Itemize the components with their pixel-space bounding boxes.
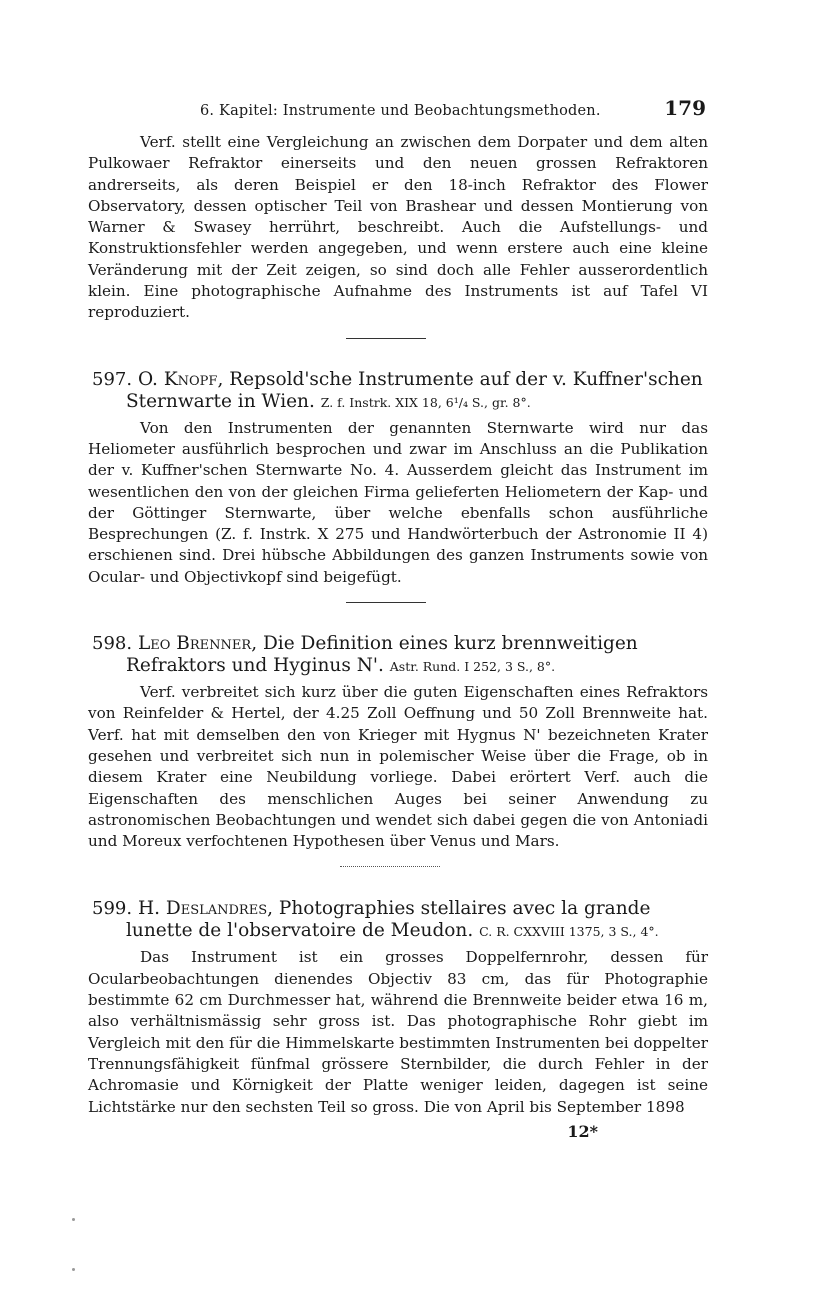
author-name: Knopf, (163, 368, 224, 390)
author-initial: O. (137, 368, 158, 390)
bibliography-entry (88, 369, 708, 588)
entry-heading (88, 898, 708, 943)
entry-title: Photographies stellaires avec la grande lunette de l'observatoire de Meudon. (126, 898, 651, 942)
page-number: 179 (664, 96, 706, 120)
entry-reference: Z. f. Instrk. XIX 18, 6¹/₄ S., gr. 8°. (320, 394, 531, 410)
running-header (200, 96, 708, 120)
entry-heading (88, 633, 708, 678)
author-name: Deslandres, (165, 898, 273, 920)
separator-rule (346, 338, 426, 339)
entry-body: Das Instrument ist ein grosses Doppelfernrohr, dessen für Ocularbeobachtungen dienendes Objectiv 83 cm, das für Photographie bestimmte 62 cm Durchmesser hat, während die Brennweite beider etwa 16 m, also verhältnismässig sehr gross ist. Das photographische Rohr giebt im Vergleich mit den für die Himmelskarte bestimmten Instrumenten bei doppelter Trennungsfähigkeit fünfmal grössere Sternbilder, die durch Fehler in der Achromasie und Körnigkeit der Platte weniger leiden, dagegen ist seine Lichtstärke nur den sechsten Teil so gross. Die von April bis September 1898 (88, 948, 708, 1116)
separator-rule (340, 866, 440, 868)
page (88, 96, 708, 1141)
entry-title: Die Definition eines kurz brennweitigen Refraktors und Hyginus N'. (126, 633, 638, 677)
author-initial: Leo (137, 633, 171, 655)
bibliography-entry (88, 898, 708, 1117)
author-name: Brenner, (176, 633, 258, 655)
author-initial: H. (137, 898, 160, 920)
entry-body: Von den Instrumenten der genannten Sternwarte wird nur das Heliometer ausführlich besprochen und zwar im Anschluss an die Publikation der v. Kuffner'schen Sternwarte No. 4. Ausserdem gleicht das Instrument im wesentlichen den von der gleichen Firma gelieferten Heliometern der Kap- und der Göttinger Sternwarte, über welche ebenfalls schon ausführliche Besprechungen (Z. f. Instrk. X 275 und Handwörterbuch der Astronomie II 4) erschienen sind. Drei hübsche Abbildungen des ganzen Instruments sowie von Ocular- und Objectivkopf sind beigefügt. (88, 418, 708, 586)
margin-speck (72, 1268, 75, 1271)
entry-reference: Astr. Rund. I 252, 3 S., 8°. (389, 659, 556, 675)
entry-body: Verf. verbreitet sich kurz über die guten Eigenschaften eines Refraktors von Reinfelder & Hertel, der 4.25 Zoll Oeffnung und 50 Zoll Brennweite hat. Verf. hat mit demselben den von Krieger mit Hygnus N' bezeichneten Krater gesehen und verbreitet sich nun in polemischer Weise über die Frage, ob in diesem Krater eine Neubildung vorliege. Dabei erörtert Verf. auch die Eigenschaften des menschlichen Auges bei seiner Anwendung zu astronomischen Beobachtungen und wendet sich dabei gegen die von Antoniadi und Moreux verfochtenen Hypothesen über Venus und Mars. (88, 683, 708, 851)
printer-signature: 12* (567, 1121, 598, 1141)
entry-number: 598. (92, 633, 133, 655)
intro-paragraph: Verf. stellt eine Vergleichung an zwischen dem Dorpater und dem alten Pulkowaer Refraktor einerseits und den neuen grossen Refraktoren andrerseits, als deren Beispiel er den 18-inch Refraktor des Flower Observatory, dessen optischer Teil von Brashear und dessen Montierung von Warner & Swasey herrührt, beschreibt. Auch die Aufstellungs- und Konstruktionsfehler werden angegeben, und wenn erstere auch eine kleine Veränderung mit der Zeit zeigen, so sind doch alle Fehler ausserordentlich klein. Eine photographische Aufnahme des Instruments ist auf Tafel VI reproduziert. (88, 133, 708, 322)
separator-rule (346, 602, 426, 603)
margin-speck (72, 1218, 75, 1221)
entry-number: 599. (92, 898, 133, 920)
bibliography-entry (88, 633, 708, 852)
entry-number: 597. (92, 368, 133, 390)
entry-reference: C. R. CXXVIII 1375, 3 S., 4°. (479, 924, 659, 940)
chapter-title: 6. Kapitel: Instrumente und Beobachtungsmethoden. (200, 103, 601, 119)
entry-heading (88, 369, 708, 414)
entry-title: Repsold'sche Instrumente auf der v. Kuffner'schen Sternwarte in Wien. (126, 368, 703, 412)
